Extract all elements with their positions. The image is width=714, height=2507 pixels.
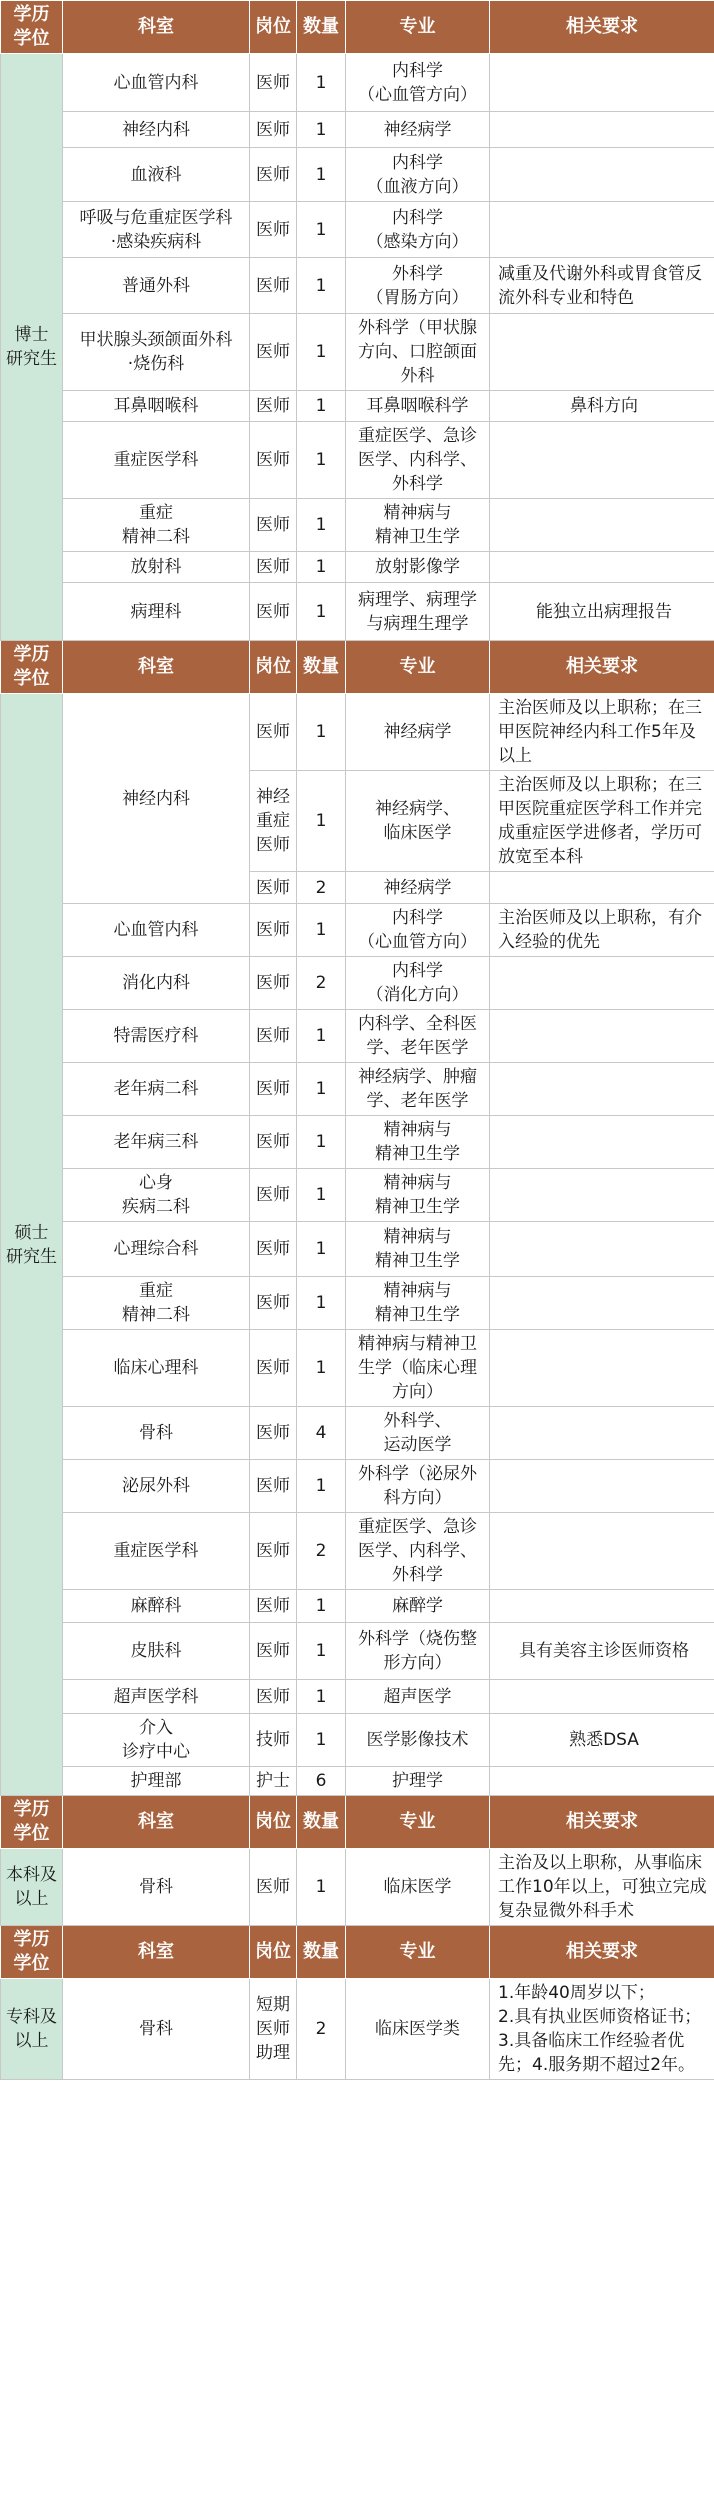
dept-cell: 神经内科 (63, 694, 250, 904)
table-row (1, 1063, 714, 1116)
table-row (1, 694, 714, 771)
post-cell: 医师 (250, 694, 297, 771)
count-cell: 1 (297, 391, 346, 422)
text-line: 学位 (13, 1823, 50, 1844)
dept-cell: 老年病三科 (63, 1116, 250, 1169)
req-cell (490, 1169, 714, 1222)
major-cell (346, 1169, 490, 1222)
dept-cell (63, 1714, 250, 1767)
table-row (1, 1222, 714, 1277)
req-cell (490, 148, 714, 202)
major-cell: 外科学（甲状腺方向、口腔颌面外科 (346, 314, 490, 391)
post-cell: 医师 (250, 1849, 297, 1926)
major-cell: 内科学、全科医学、老年医学 (346, 1010, 490, 1063)
major-cell (346, 771, 490, 872)
dept-cell: 特需医疗科 (63, 1010, 250, 1063)
dept-cell: 皮肤科 (63, 1623, 250, 1680)
req-cell (490, 957, 714, 1010)
post-cell: 医师 (250, 1063, 297, 1116)
text-line: 学历 (13, 1929, 50, 1950)
count-cell: 1 (297, 148, 346, 202)
text-line: ·烧伤科 (127, 354, 185, 374)
table-row (1, 583, 714, 641)
dept-cell: 泌尿外科 (63, 1460, 250, 1513)
text-line: 专科及 (6, 2007, 57, 2027)
header-major: 专业 (346, 1, 490, 54)
major-cell (346, 54, 490, 112)
count-cell: 6 (297, 1767, 346, 1796)
dept-cell: 重症医学科 (63, 1513, 250, 1590)
text-line: 精神卫生学 (375, 527, 460, 547)
header-row (1, 1796, 714, 1849)
req-cell (490, 1767, 714, 1796)
header-count: 数量 (297, 641, 346, 694)
text-line: 精神病与 (383, 1227, 452, 1247)
text-line: 内科学 (392, 207, 443, 228)
post-cell: 医师 (250, 54, 297, 112)
text-line: 学历 (13, 644, 50, 665)
table-row (1, 1330, 714, 1407)
count-cell: 1 (297, 1849, 346, 1926)
text-line: 精神病与 (383, 1173, 452, 1193)
header-degree (1, 1926, 63, 1979)
post-cell: 医师 (250, 1330, 297, 1407)
req-cell (490, 422, 714, 499)
post-cell: 医师 (250, 957, 297, 1010)
header-post: 岗位 (250, 641, 297, 694)
req-cell (490, 54, 714, 112)
post-cell: 医师 (250, 1010, 297, 1063)
text-line: 精神病与 (383, 503, 452, 523)
major-cell: 护理学 (346, 1767, 490, 1796)
text-line: 甲状腺头颈颌面外科 (79, 330, 233, 350)
req-cell: 主治医师及以上职称，有介入经验的优先 (490, 904, 714, 957)
text-line: （消化方向） (366, 985, 469, 1005)
post-cell: 医师 (250, 499, 297, 552)
post-cell: 医师 (250, 1169, 297, 1222)
count-cell: 1 (297, 1063, 346, 1116)
count-cell: 1 (297, 552, 346, 583)
post-cell: 医师 (250, 258, 297, 314)
post-cell: 医师 (250, 872, 297, 904)
major-cell (346, 258, 490, 314)
post-cell: 医师 (250, 1222, 297, 1277)
post-cell: 神经重症医师 (250, 771, 297, 872)
req-cell (490, 1010, 714, 1063)
table-row (1, 258, 714, 314)
degree-cell (1, 694, 63, 1796)
table-row (1, 1680, 714, 1714)
degree-cell (1, 1979, 63, 2080)
table-row (1, 1010, 714, 1063)
table-row (1, 202, 714, 258)
count-cell: 1 (297, 1222, 346, 1277)
header-degree (1, 1796, 63, 1849)
count-cell: 1 (297, 1010, 346, 1063)
dept-cell: 护理部 (63, 1767, 250, 1796)
post-cell: 医师 (250, 1680, 297, 1714)
req-cell: 能独立出病理报告 (490, 583, 714, 641)
dept-cell (63, 1169, 250, 1222)
header-count: 数量 (297, 1926, 346, 1979)
count-cell: 2 (297, 957, 346, 1010)
dept-cell: 重症医学科 (63, 422, 250, 499)
dept-cell: 神经内科 (63, 112, 250, 148)
text-line: 重症 (139, 1281, 173, 1301)
count-cell: 1 (297, 1277, 346, 1330)
req-cell (490, 1063, 714, 1116)
text-line: 运动医学 (383, 1435, 452, 1455)
dept-cell: 超声医学科 (63, 1680, 250, 1714)
major-cell (346, 957, 490, 1010)
count-cell: 1 (297, 314, 346, 391)
req-cell (490, 112, 714, 148)
dept-cell: 消化内科 (63, 957, 250, 1010)
post-cell: 医师 (250, 148, 297, 202)
header-count: 数量 (297, 1796, 346, 1849)
table-row (1, 1407, 714, 1460)
table-row (1, 1513, 714, 1590)
major-cell: 放射影像学 (346, 552, 490, 583)
count-cell: 1 (297, 258, 346, 314)
post-cell: 医师 (250, 904, 297, 957)
post-cell: 医师 (250, 202, 297, 258)
text-line: 内科学 (392, 908, 443, 928)
text-line: 疾病二科 (122, 1197, 190, 1217)
major-cell: 外科学（烧伤整形方向） (346, 1623, 490, 1680)
dept-cell: 骨科 (63, 1407, 250, 1460)
post-cell: 医师 (250, 583, 297, 641)
count-cell: 1 (297, 54, 346, 112)
req-cell (490, 1277, 714, 1330)
req-cell (490, 499, 714, 552)
dept-cell: 普通外科 (63, 258, 250, 314)
count-cell: 1 (297, 112, 346, 148)
table-row (1, 1767, 714, 1796)
text-line: 1.年龄40周岁以下； (498, 1983, 655, 2003)
table-row (1, 422, 714, 499)
dept-cell (63, 314, 250, 391)
header-dept: 科室 (63, 1926, 250, 1979)
major-cell: 重症医学、急诊医学、内科学、外科学 (346, 422, 490, 499)
text-line: 学位 (13, 668, 50, 689)
header-count: 数量 (297, 1, 346, 54)
header-req: 相关要求 (490, 1796, 714, 1849)
major-cell (346, 1116, 490, 1169)
req-cell (490, 1222, 714, 1277)
text-line: 精神二科 (122, 1305, 190, 1325)
table-row (1, 1590, 714, 1623)
header-row (1, 1926, 714, 1979)
req-cell: 主治及以上职称，从事临床工作10年以上，可独立完成复杂显微外科手术 (490, 1849, 714, 1926)
count-cell: 1 (297, 1169, 346, 1222)
dept-cell (63, 499, 250, 552)
header-post: 岗位 (250, 1926, 297, 1979)
text-line: 临床医学 (383, 823, 452, 843)
req-cell: 熟悉DSA (490, 1714, 714, 1767)
header-dept: 科室 (63, 641, 250, 694)
post-cell: 短期医师助理 (250, 1979, 297, 2080)
major-cell: 耳鼻咽喉科学 (346, 391, 490, 422)
major-cell: 医学影像技术 (346, 1714, 490, 1767)
table-row (1, 1169, 714, 1222)
text-line: 本科及 (6, 1865, 57, 1885)
header-degree (1, 1, 63, 54)
dept-cell: 心理综合科 (63, 1222, 250, 1277)
header-req: 相关要求 (490, 1, 714, 54)
table-row (1, 314, 714, 391)
degree-cell (1, 1849, 63, 1926)
table-row (1, 957, 714, 1010)
text-line: 外科学 (392, 263, 443, 284)
post-cell: 医师 (250, 314, 297, 391)
text-line: 神经病学、 (375, 799, 460, 819)
table-row (1, 148, 714, 202)
table-row (1, 1979, 714, 2080)
count-cell: 1 (297, 1116, 346, 1169)
text-line: 学位 (13, 28, 50, 49)
table-row (1, 1623, 714, 1680)
dept-cell: 临床心理科 (63, 1330, 250, 1407)
text-line: 精神卫生学 (375, 1251, 460, 1271)
count-cell: 1 (297, 1460, 346, 1513)
table-row (1, 1460, 714, 1513)
count-cell: 1 (297, 422, 346, 499)
post-cell: 医师 (250, 422, 297, 499)
dept-cell: 病理科 (63, 583, 250, 641)
text-line: ·感染疾病科 (110, 231, 202, 252)
major-cell: 神经病学 (346, 112, 490, 148)
table-row (1, 499, 714, 552)
dept-cell: 血液科 (63, 148, 250, 202)
count-cell: 1 (297, 771, 346, 872)
text-line: 精神卫生学 (375, 1305, 460, 1325)
req-cell: 主治医师及以上职称；在三甲医院重症医学科工作并完成重症医学进修者，学历可放宽至本科 (490, 771, 714, 872)
count-cell: 1 (297, 1590, 346, 1623)
table-row (1, 1116, 714, 1169)
count-cell: 1 (297, 904, 346, 957)
major-cell: 神经病学 (346, 694, 490, 771)
text-line: 研究生 (6, 1246, 57, 1267)
text-line: 精神病与 (383, 1120, 452, 1140)
text-line: 内科学 (392, 152, 443, 173)
req-cell: 减重及代谢外科或胃食管反流外科专业和特色 (490, 258, 714, 314)
major-cell: 临床医学 (346, 1849, 490, 1926)
table-row (1, 552, 714, 583)
degree-cell (1, 54, 63, 641)
table-row (1, 1849, 714, 1926)
text-line: （胃肠方向） (366, 287, 469, 308)
dept-cell: 骨科 (63, 1979, 250, 2080)
dept-cell: 放射科 (63, 552, 250, 583)
post-cell: 医师 (250, 1277, 297, 1330)
dept-cell (63, 1277, 250, 1330)
req-cell (490, 552, 714, 583)
post-cell: 医师 (250, 391, 297, 422)
text-line: 精神二科 (122, 527, 190, 547)
major-cell: 神经病学、肿瘤学、老年医学 (346, 1063, 490, 1116)
text-line: 研究生 (6, 349, 57, 369)
text-line: 诊疗中心 (122, 1742, 190, 1762)
text-line: （感染方向） (366, 231, 469, 252)
text-line: 内科学 (392, 961, 443, 981)
major-cell: 精神病与精神卫生学（临床心理方向） (346, 1330, 490, 1407)
text-line: （血液方向） (366, 176, 469, 197)
req-cell (490, 1407, 714, 1460)
count-cell: 1 (297, 499, 346, 552)
major-cell: 临床医学类 (346, 1979, 490, 2080)
header-row (1, 1, 714, 54)
req-cell (490, 314, 714, 391)
major-cell: 神经病学 (346, 872, 490, 904)
major-cell: 病理学、病理学与病理生理学 (346, 583, 490, 641)
major-cell (346, 499, 490, 552)
req-cell (490, 202, 714, 258)
dept-cell: 心血管内科 (63, 54, 250, 112)
req-cell (490, 1460, 714, 1513)
major-cell (346, 1407, 490, 1460)
text-line: 以上 (14, 2031, 49, 2051)
dept-cell: 骨科 (63, 1849, 250, 1926)
req-cell (490, 1330, 714, 1407)
count-cell: 1 (297, 1330, 346, 1407)
post-cell: 技师 (250, 1714, 297, 1767)
major-cell (346, 1277, 490, 1330)
count-cell: 1 (297, 202, 346, 258)
major-cell (346, 148, 490, 202)
post-cell: 医师 (250, 112, 297, 148)
text-line: 心身 (139, 1173, 173, 1193)
major-cell (346, 1222, 490, 1277)
count-cell: 2 (297, 1513, 346, 1590)
header-major: 专业 (346, 1796, 490, 1849)
count-cell: 1 (297, 1623, 346, 1680)
major-cell: 超声医学 (346, 1680, 490, 1714)
post-cell: 医师 (250, 1513, 297, 1590)
post-cell: 护士 (250, 1767, 297, 1796)
header-post: 岗位 (250, 1, 297, 54)
text-line: 介入 (139, 1718, 173, 1738)
header-row (1, 641, 714, 694)
major-cell: 外科学（泌尿外科方向） (346, 1460, 490, 1513)
text-line: 外科学、 (383, 1411, 452, 1431)
table-row (1, 904, 714, 957)
dept-cell: 麻醉科 (63, 1590, 250, 1623)
count-cell: 1 (297, 583, 346, 641)
header-major: 专业 (346, 641, 490, 694)
table-row (1, 1714, 714, 1767)
text-line: （心血管方向） (358, 932, 477, 952)
post-cell: 医师 (250, 1407, 297, 1460)
text-line: 呼吸与危重症医学科 (79, 207, 233, 228)
count-cell: 2 (297, 872, 346, 904)
count-cell: 2 (297, 1979, 346, 2080)
text-line: 以上 (14, 1889, 49, 1909)
text-line: 硕士 (14, 1222, 49, 1243)
text-line: 精神病与 (383, 1281, 452, 1301)
text-line: 精神卫生学 (375, 1197, 460, 1217)
header-degree (1, 641, 63, 694)
dept-cell: 老年病二科 (63, 1063, 250, 1116)
count-cell: 4 (297, 1407, 346, 1460)
major-cell (346, 904, 490, 957)
dept-cell (63, 202, 250, 258)
header-dept: 科室 (63, 1796, 250, 1849)
req-cell (490, 872, 714, 904)
header-dept: 科室 (63, 1, 250, 54)
count-cell: 1 (297, 694, 346, 771)
req-cell (490, 1513, 714, 1590)
text-line: 内科学 (392, 60, 443, 81)
text-line: 2.具有执业医师资格证书； (498, 2007, 702, 2027)
count-cell: 1 (297, 1714, 346, 1767)
text-line: 精神卫生学 (375, 1144, 460, 1164)
table-row (1, 54, 714, 112)
dept-cell: 心血管内科 (63, 904, 250, 957)
text-line: （心血管方向） (358, 84, 477, 105)
post-cell: 医师 (250, 1460, 297, 1513)
major-cell: 重症医学、急诊医学、内科学、外科学 (346, 1513, 490, 1590)
req-cell: 具有美容主诊医师资格 (490, 1623, 714, 1680)
req-cell (490, 1116, 714, 1169)
post-cell: 医师 (250, 1590, 297, 1623)
req-cell (490, 1590, 714, 1623)
text-line: 学位 (13, 1953, 50, 1974)
text-line: 学历 (13, 1799, 50, 1820)
table-row (1, 112, 714, 148)
major-cell (346, 202, 490, 258)
text-line: 学历 (13, 4, 50, 25)
header-req: 相关要求 (490, 1926, 714, 1979)
header-req: 相关要求 (490, 641, 714, 694)
req-cell: 鼻科方向 (490, 391, 714, 422)
post-cell: 医师 (250, 1623, 297, 1680)
table-row (1, 391, 714, 422)
req-cell: 主治医师及以上职称；在三甲医院神经内科工作5年及以上 (490, 694, 714, 771)
post-cell: 医师 (250, 552, 297, 583)
major-cell: 麻醉学 (346, 1590, 490, 1623)
text-line: 重症 (139, 503, 173, 523)
text-line: 博士 (14, 325, 49, 345)
table-row (1, 1277, 714, 1330)
text-line: 3.具备临床工作经验者优先；4.服务期不超过2年。 (498, 2031, 696, 2075)
header-post: 岗位 (250, 1796, 297, 1849)
dept-cell: 耳鼻咽喉科 (63, 391, 250, 422)
req-cell (490, 1680, 714, 1714)
count-cell: 1 (297, 1680, 346, 1714)
req-cell (490, 1979, 714, 2080)
post-cell: 医师 (250, 1116, 297, 1169)
header-major: 专业 (346, 1926, 490, 1979)
